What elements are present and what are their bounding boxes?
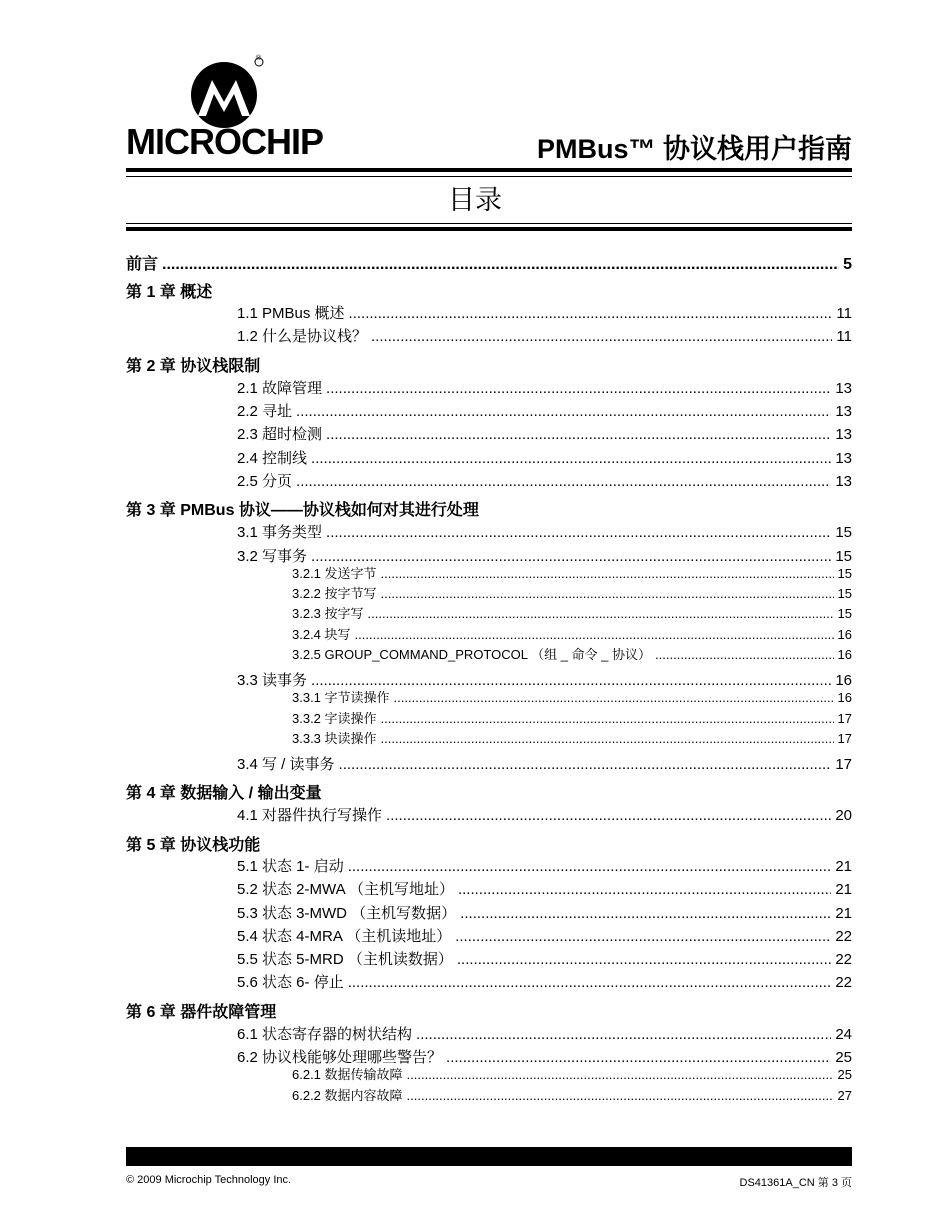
toc-entry-title: 3.1 事务类型	[237, 524, 323, 541]
toc-entry-page: 21	[835, 858, 852, 875]
toc-entry-title: 5.2 状态 2-MWA （主机写地址）	[237, 881, 454, 898]
toc-entry-title: 2.4 控制线	[237, 450, 308, 467]
toc-leader	[349, 305, 833, 322]
toc-entry-title: 2.5 分页	[237, 473, 293, 490]
toc-leader	[381, 566, 834, 581]
toc-leader	[355, 627, 834, 642]
toc-leader	[371, 328, 832, 345]
toc-entry-page: 25	[835, 1049, 852, 1066]
toc-entry-title: 前言	[126, 256, 159, 273]
toc-entry-page: 27	[837, 1088, 852, 1103]
toc-entry-page: 16	[837, 627, 852, 642]
toc-entry-2-4[interactable]	[237, 447, 852, 468]
toc-entry-title: 4.1 对器件执行写操作	[237, 807, 383, 824]
toc-entry-title: 2.2 寻址	[237, 403, 293, 420]
toc-chapter-1[interactable]: 第 1 章 概述	[126, 284, 213, 301]
toc-entry-title: 6.1 状态寄存器的树状结构	[237, 1026, 413, 1043]
toc-entry-1-2[interactable]	[237, 325, 852, 346]
toc-entry-page: 15	[837, 606, 852, 621]
toc-entry-page: 15	[835, 524, 852, 541]
toc-leader	[457, 951, 831, 968]
toc-leader	[348, 858, 832, 875]
toc-entry-3-2-3[interactable]	[292, 603, 852, 622]
toc-entry-page: 21	[835, 881, 852, 898]
toc-entry-title: 2.1 故障管理	[237, 380, 323, 397]
toc-chapter-6[interactable]: 第 6 章 器件故障管理	[126, 1004, 277, 1021]
toc-entry-page: 16	[837, 647, 852, 662]
toc-leader	[296, 473, 831, 490]
toc-chapter-3[interactable]: 第 3 章 PMBus 协议——协议栈如何对其进行处理	[126, 502, 479, 519]
toc-chapter-2[interactable]: 第 2 章 协议栈限制	[126, 358, 261, 375]
toc-entry-1-1[interactable]	[237, 302, 852, 323]
toc-entry-5-4[interactable]	[237, 925, 852, 946]
toc-entry-page: 5	[843, 256, 852, 273]
toc-entry-title: 5.5 状态 5-MRD （主机读数据）	[237, 951, 453, 968]
toc-leader	[348, 974, 832, 991]
toc-entry-page: 25	[837, 1067, 852, 1082]
microchip-logo	[126, 50, 322, 160]
toc-entry-page: 13	[835, 380, 852, 397]
header-rule-thick	[126, 168, 852, 172]
toc-entry-title: 5.4 状态 4-MRA （主机读地址）	[237, 928, 452, 945]
toc-leader	[326, 426, 831, 443]
toc-entry-6-2-1[interactable]	[292, 1064, 852, 1083]
toc-entry-3-4[interactable]	[237, 753, 852, 774]
toc-rule-thick	[126, 227, 852, 231]
toc-entry-page: 13	[835, 403, 852, 420]
toc-leader	[339, 756, 832, 773]
toc-preface[interactable]	[126, 251, 852, 274]
toc-entry-6-1[interactable]	[237, 1023, 852, 1044]
toc-entry-page: 17	[837, 711, 852, 726]
toc-entry-page: 11	[836, 305, 852, 322]
toc-entry-2-2[interactable]	[237, 400, 852, 421]
toc-entry-title: 6.2.2 数据内容故障	[292, 1088, 403, 1103]
toc-entry-page: 11	[836, 328, 852, 345]
toc-leader	[311, 450, 831, 467]
toc-leader	[455, 928, 831, 945]
toc-leader	[381, 731, 834, 746]
toc-leader	[416, 1026, 831, 1043]
toc-title: 目录	[448, 185, 502, 215]
toc-rule-thin	[126, 223, 852, 224]
toc-entry-title: 2.3 超时检测	[237, 426, 323, 443]
toc-entry-page: 24	[835, 1026, 852, 1043]
toc-entry-title: 1.2 什么是协议栈？	[237, 328, 368, 345]
toc-leader	[368, 606, 834, 621]
toc-leader	[386, 807, 831, 824]
toc-entry-title: 3.3 读事务	[237, 672, 308, 689]
toc-leader	[655, 647, 834, 662]
toc-entry-title: 3.2 写事务	[237, 548, 308, 565]
toc-entry-5-1[interactable]	[237, 855, 852, 876]
toc-entry-title: 3.2.4 块写	[292, 627, 351, 642]
toc-entry-page: 15	[837, 566, 852, 581]
toc-leader	[407, 1067, 834, 1082]
toc-entry-2-3[interactable]	[237, 423, 852, 444]
footer-copyright: © 2009 Microchip Technology Inc.	[126, 1174, 292, 1186]
toc-leader	[407, 1088, 834, 1103]
toc-entry-page: 22	[835, 951, 852, 968]
toc-entry-title: 5.1 状态 1- 启动	[237, 858, 344, 875]
toc-entry-2-1[interactable]	[237, 377, 852, 398]
toc-entry-6-2-2[interactable]	[292, 1085, 852, 1104]
toc-entry-page: 15	[837, 586, 852, 601]
toc-entry-5-6[interactable]	[237, 971, 852, 992]
toc-entry-title: 3.3.2 字读操作	[292, 711, 377, 726]
toc-entry-5-5[interactable]	[237, 948, 852, 969]
toc-entry-3-1[interactable]	[237, 521, 852, 542]
brand-wordmark: MICROCHIP	[126, 121, 323, 162]
toc-entry-page: 20	[835, 807, 852, 824]
toc-entry-3-3-2[interactable]	[292, 708, 852, 727]
toc-entry-5-2[interactable]	[237, 878, 852, 899]
toc-entry-title: 5.6 状态 6- 停止	[237, 974, 344, 991]
toc-entry-2-5[interactable]	[237, 470, 852, 491]
toc-leader	[162, 256, 839, 274]
toc-entry-3-2-4[interactable]	[292, 624, 852, 643]
toc-entry-page: 13	[835, 473, 852, 490]
toc-chapter-5[interactable]: 第 5 章 协议栈功能	[126, 837, 261, 854]
toc-entry-page: 13	[835, 426, 852, 443]
header-rule-thin	[126, 176, 852, 177]
toc-entry-page: 16	[835, 672, 852, 689]
toc-entry-title: 3.2.2 按字节写	[292, 586, 377, 601]
toc-entry-title: 1.1 PMBus 概述	[237, 305, 345, 322]
toc-leader	[326, 380, 831, 397]
toc-entry-page: 13	[835, 450, 852, 467]
toc-leader	[394, 690, 834, 705]
toc-entry-title: 6.2.1 数据传输故障	[292, 1067, 403, 1082]
toc-entry-page: 22	[835, 928, 852, 945]
toc-entry-title: 3.3.1 字节读操作	[292, 690, 390, 705]
document-title: PMBus™ 协议栈用户指南	[536, 134, 852, 164]
toc-entry-page: 21	[835, 905, 852, 922]
toc-entry-3-2-5[interactable]	[292, 644, 852, 663]
toc-entry-title: 3.3.3 块读操作	[292, 731, 377, 746]
toc-entry-title: 3.2.5 GROUP_COMMAND_PROTOCOL （组 _ 命令 _ 协议）	[292, 647, 652, 662]
toc-entry-title: 5.3 状态 3-MWD （主机写数据）	[237, 905, 457, 922]
toc-entry-3-2-1[interactable]	[292, 563, 852, 582]
toc-leader	[460, 905, 831, 922]
footer-doc-id: DS41361A_CN 第 3 页	[739, 1177, 852, 1189]
microchip-logo-icon	[126, 50, 322, 130]
toc-entry-3-3-1[interactable]	[292, 687, 852, 706]
toc-entry-page: 16	[837, 690, 852, 705]
toc-leader	[296, 403, 831, 420]
footer-bar	[126, 1147, 852, 1166]
toc-entry-3-3-3[interactable]	[292, 728, 852, 747]
toc-entry-page: 17	[835, 756, 852, 773]
toc-leader	[381, 586, 834, 601]
toc-entry-3-2-2[interactable]	[292, 583, 852, 602]
toc-entry-5-3[interactable]	[237, 902, 852, 923]
toc-leader	[458, 881, 831, 898]
toc-entry-page: 22	[835, 974, 852, 991]
toc-entry-page: 15	[835, 548, 852, 565]
toc-leader	[381, 711, 834, 726]
toc-entry-title: 3.2.1 发送字节	[292, 566, 377, 581]
toc-entry-title: 3.4 写 / 读事务	[237, 756, 335, 773]
toc-entry-4-1[interactable]	[237, 804, 852, 825]
toc-chapter-4[interactable]: 第 4 章 数据输入 / 输出变量	[126, 785, 322, 802]
toc-entry-title: 6.2 协议栈能够处理哪些警告？	[237, 1049, 443, 1066]
toc-leader	[326, 524, 831, 541]
toc-entry-title: 3.2.3 按字写	[292, 606, 364, 621]
toc-entry-page: 17	[837, 731, 852, 746]
registered-mark: ®	[256, 55, 262, 62]
